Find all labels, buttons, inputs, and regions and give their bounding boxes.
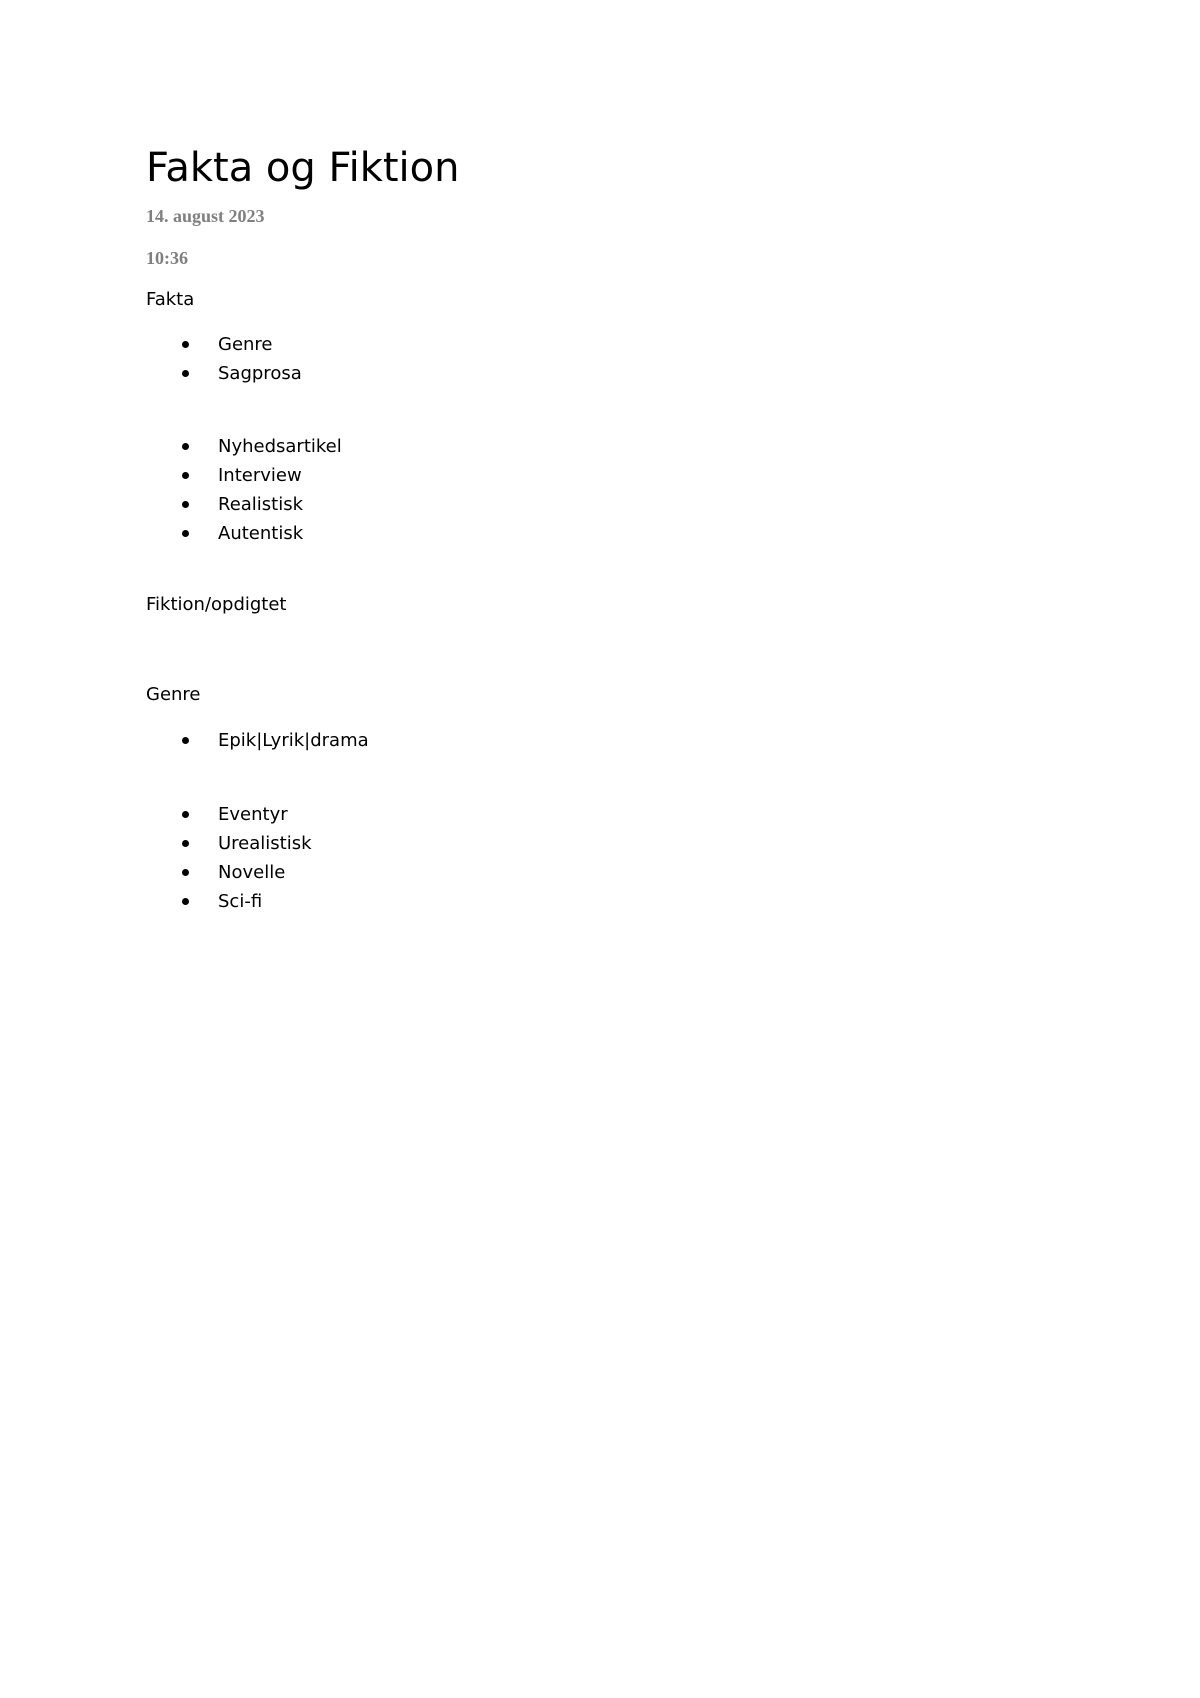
bullet-icon [182, 869, 189, 876]
page-title: Fakta og Fiktion [146, 145, 460, 191]
heading-genre: Genre [146, 684, 201, 705]
bullet-icon [182, 370, 189, 377]
list-item: Epik|Lyrik|drama [218, 726, 1146, 755]
fakta-list-b [146, 432, 1146, 548]
list-item: Urealistisk [218, 829, 1146, 858]
list-item: Genre [218, 330, 1146, 359]
note-date: 14. august 2023 [146, 206, 265, 226]
bullet-icon [182, 898, 189, 905]
heading-fakta: Fakta [146, 289, 195, 310]
document-page [146, 140, 1146, 916]
list-item: Sagprosa [218, 359, 1146, 388]
note-time: 10:36 [146, 248, 188, 268]
list-item: Nyhedsartikel [218, 432, 1146, 461]
genre-list-a [146, 726, 1146, 755]
list-item: Realistisk [218, 490, 1146, 519]
list-item: Autentisk [218, 519, 1146, 548]
list-item: Sci-fi [218, 887, 1146, 916]
list-item: Interview [218, 461, 1146, 490]
heading-fiktion: Fiktion/opdigtet [146, 594, 287, 615]
list-item: Novelle [218, 858, 1146, 887]
list-item: Eventyr [218, 800, 1146, 829]
fakta-list-a [146, 330, 1146, 388]
genre-list-b [146, 800, 1146, 916]
bullet-icon [182, 443, 189, 450]
bullet-icon [182, 840, 189, 847]
bullet-icon [182, 501, 189, 508]
bullet-icon [182, 341, 189, 348]
bullet-icon [182, 737, 189, 744]
bullet-icon [182, 811, 189, 818]
bullet-icon [182, 472, 189, 479]
bullet-icon [182, 530, 189, 537]
